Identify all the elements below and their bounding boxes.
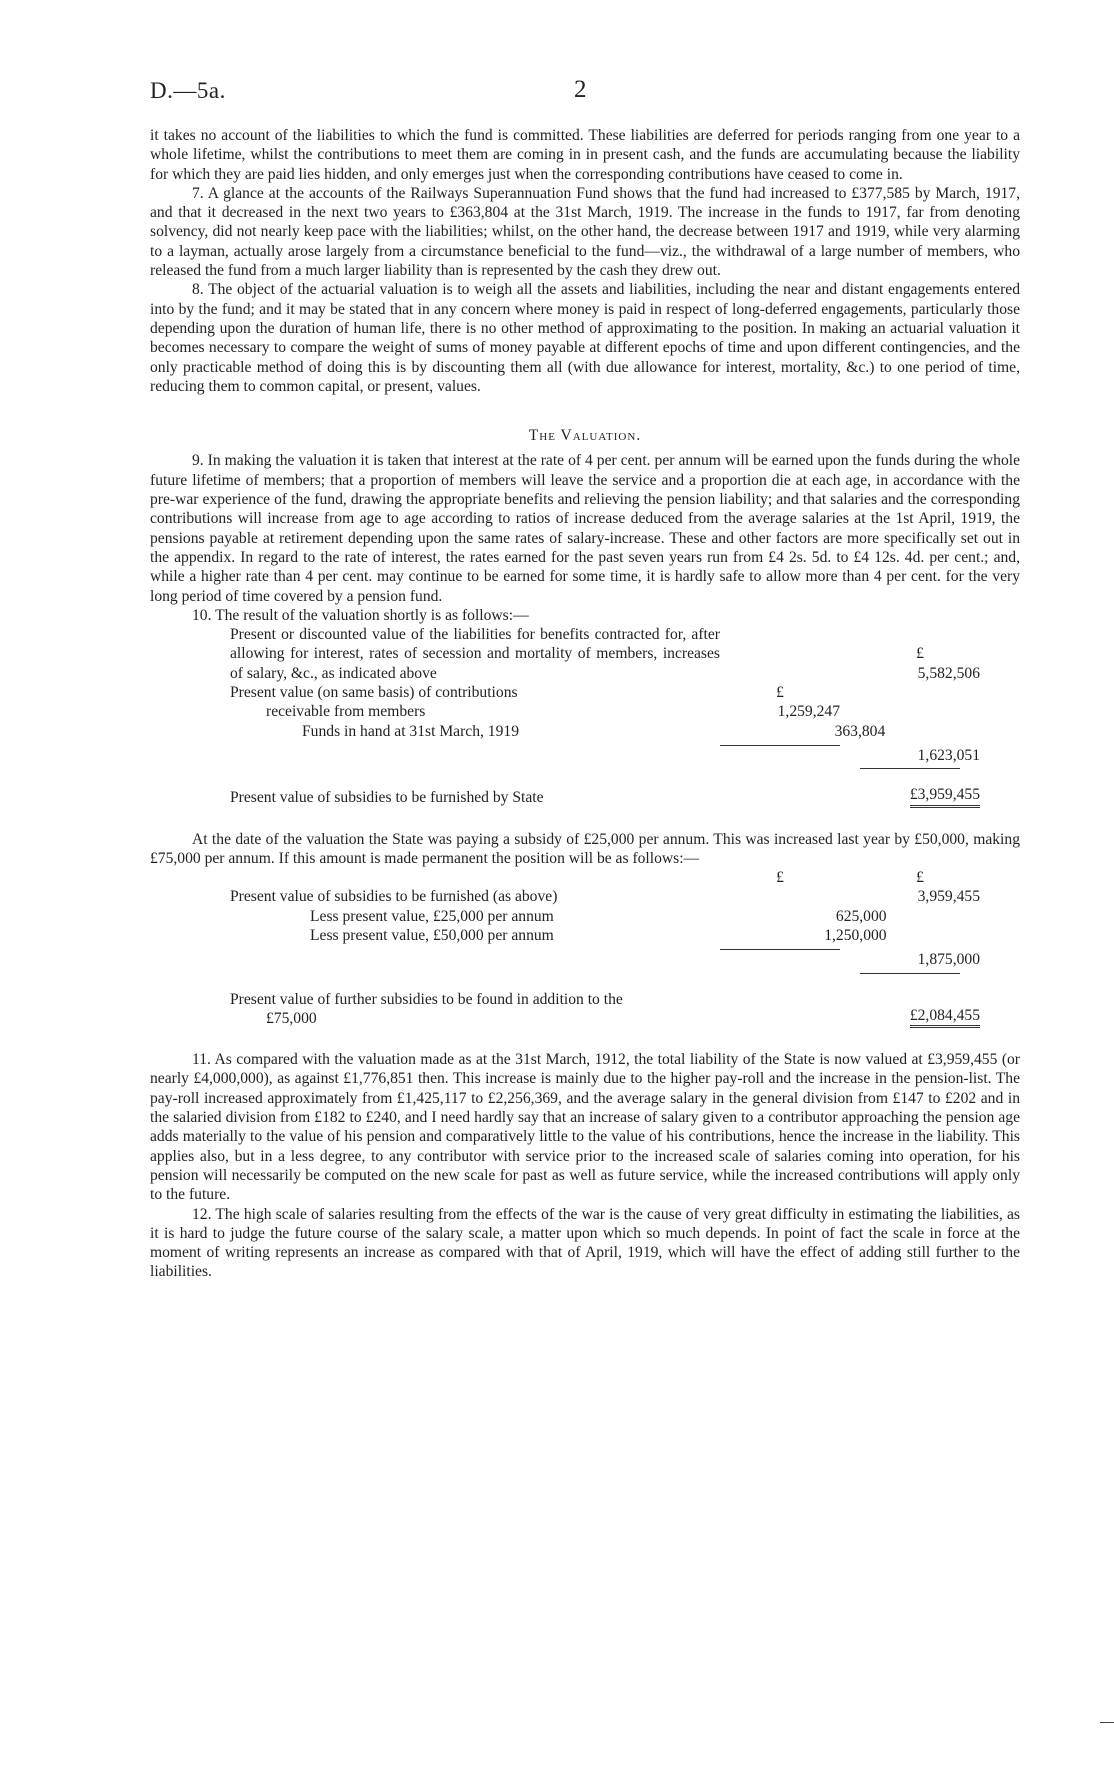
liabilities-value: £ 5,582,506	[860, 644, 980, 683]
funds-label: Funds in hand at 31st March, 1919	[302, 722, 519, 740]
table-row: Present value (on same basis) of contributions receivable from members £ 1,259,247	[230, 684, 840, 721]
total-rule	[860, 768, 960, 769]
pound-sign: £	[916, 869, 924, 887]
subsidy-label: Present value of subsidies to be furnished by State	[230, 789, 544, 807]
table-row	[230, 625, 1020, 683]
table-row	[230, 785, 1020, 807]
total-rule	[860, 973, 960, 974]
section-heading: The Valuation.	[528, 427, 642, 445]
table-row	[230, 887, 1020, 906]
subsidy-table	[230, 868, 1020, 1028]
subsidies-value: 3,959,455	[917, 888, 980, 906]
paragraph-11: 11. As compared with the valuation made as at the 31st March, 1912, the total liability of the State is now valued at £3,959,455 (or nearly £4,000,000), as against £1,776,851 then. This increase is mainly due to the higher pay-roll and the increase in the pension-list. The pay-roll increased approximately from £1,425,117 to £2,256,369, and the average salary in the general division from £147 to £202 and in the salaried division from £182 to £240, and I need hardly say that an increase of salary given to a contributor approaching the pension age adds materially to the value of his pension and comparatively little to the value of his contributions, hence the increase in the liability. This applies also, but in a less degree, to any contributor with service prior to the increased scale of salaries coming into operation, for his pension will necessarily be computed on the new scale for past as well as future service, while the increased contributions will apply only to the future.	[150, 1051, 1020, 1204]
table-row	[230, 722, 1020, 741]
less-25000-value: 625,000	[835, 907, 887, 925]
further-subsidies-value: £2,084,455	[910, 1006, 980, 1028]
table-row	[230, 926, 1020, 945]
funds-value: 363,804	[834, 722, 886, 740]
pound-sign: £	[776, 684, 784, 702]
assets-total-value: 1,623,051	[917, 746, 980, 764]
table-row: Present value of further subsidies to be found in addition to the £75,000 £2,084,455	[230, 990, 980, 1027]
margin-mark	[1100, 1722, 1114, 1723]
paragraph-intro: it takes no account of the liabilities to which the fund is committed. These liabilities are deferred for periods ranging from one year to a whole lifetime, whilst the contributions to meet them are coming in in present cash, and the funds are accumulating because the liability for which they are paid lies hidden, and only emerges just when the corresponding contributions have ceased to come in.	[150, 127, 1020, 183]
pound-sign: £	[776, 869, 784, 887]
paragraph-10: 10. The result of the valuation shortly is as follows:—	[192, 606, 529, 624]
liabilities-label: Present or discounted value of the liabilities for benefits contracted for, after allowing for interest, rates of secession and mortality of members, increases of salary, &c., as indicated above	[230, 626, 720, 682]
table-row	[230, 950, 1020, 969]
subsidies-label: Present value of subsidies to be furnished (as above)	[230, 888, 558, 906]
paragraph-10b: At the date of the valuation the State was paying a subsidy of £25,000 per annum. This was increased last year by £50,000, making £75,000 per annum. If this amount is made permanent the position will be as follows:—	[150, 830, 1020, 867]
less-total-value: 1,875,000	[917, 951, 980, 969]
document-reference: D.—5a.	[150, 78, 226, 103]
page-number: 2	[574, 76, 587, 103]
less-25000-label: Less present value, £25,000 per annum	[310, 907, 554, 925]
paragraph-8: 8. The object of the actuarial valuation is to weigh all the assets and liabilities, including the near and distant engagements entered into by the fund; and it may be stated that in any concern where money is paid in respect of long-deferred engagements, particularly those depending upon the duration of human life, there is no other method of approximating to the position. In making an actuarial valuation it becomes necessary to compare the weight of sums of money payable at different epochs of time and upon different contingencies, and the only practicable method of doing this is by discounting them all (with due allowance for interest, mortality, &c.) to one period of time, reducing them to common capital, or present, values.	[150, 281, 1020, 395]
paragraph-7: 7. A glance at the accounts of the Railways Superannuation Fund shows that the fund had increased to £377,585 by March, 1917, and that it decreased in the next two years to £363,804 at the 31st March, 1919. The increase in the funds to 1917, far from denoting solvency, did not nearly keep pace with the liabilities; whilst, on the other hand, the decrease between 1917 and 1919, while very alarming to a layman, actually arose largely from a circumstance beneficial to the fund—viz., the withdrawal of a large number of members, who released the fund from a much larger liability than is represented by the cash they drew out.	[150, 184, 1020, 280]
table-row	[230, 907, 1020, 926]
paragraph-9: 9. In making the valuation it is taken that interest at the rate of 4 per cent. per annum will be earned upon the funds during the whole future lifetime of members; that a proportion of members will leave the service and a proportion die at each age, in accordance with the pre-war experience of the fund, drawing the appropriate benefits and relieving the pension liability; and that salaries and the corresponding contributions will increase from age to age according to ratios of increase deduced from the average salaries at the 1st April, 1919, the pensions payable at retirement depending upon the same rates of salary-increase. These and other factors are more specifically set out in the appendix. In regard to the rate of interest, the rates earned for the past seven years run from £4 2s. 5d. to £4 12s. 4d. per cent.; and, while a higher rate than 4 per cent. may continue to be earned for some time, it is hardly safe to allow more than 4 per cent. for the very long period of time covered by a pension fund.	[150, 452, 1020, 605]
paragraph-12: 12. The high scale of salaries resulting from the effects of the war is the cause of very great difficulty in estimating the liabilities, as it is hard to judge the future course of the salary scale, a matter upon which so much depends. In point of fact the scale in force at the moment of writing represents an increase as compared with that of April, 1919, which will have the effect of adding still further to the liabilities.	[150, 1205, 1020, 1281]
further-subsidies-label: Present value of further subsidies to be found in addition to the	[230, 990, 623, 1008]
table-row	[230, 868, 1020, 887]
subsidy-value: £3,959,455	[910, 785, 980, 807]
valuation-table	[230, 625, 1020, 807]
table-row	[230, 746, 1020, 765]
less-50000-label: Less present value, £50,000 per annum	[310, 926, 554, 944]
pound-sign: £	[916, 645, 924, 663]
contributions-value: £ 1,259,247	[720, 683, 840, 722]
contributions-label: Present value (on same basis) of contributions	[230, 684, 518, 702]
less-50000-value: 1,250,000	[824, 926, 887, 944]
document-body	[150, 126, 1020, 1282]
